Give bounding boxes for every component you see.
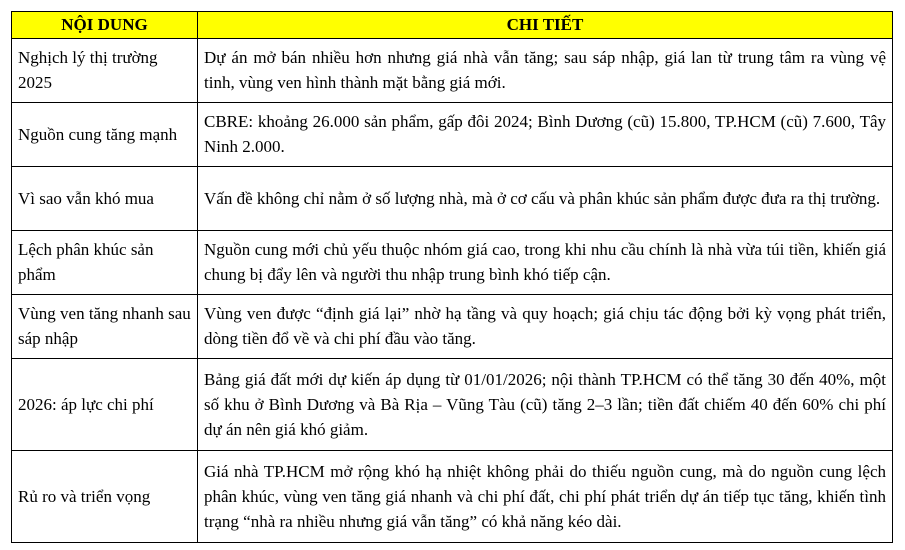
row-detail: Nguồn cung mới chủ yếu thuộc nhóm giá cao, trong khi nhu cầu chính là nhà vừa túi tiền, khiến giá chung bị đẩy lên và người thu nhập trung bình khó tiếp cận. [198, 231, 893, 295]
table-row [12, 39, 893, 103]
table-row [12, 451, 893, 543]
table-header-row [12, 12, 893, 39]
row-detail: Giá nhà TP.HCM mở rộng khó hạ nhiệt không phải do thiếu nguồn cung, mà do nguồn cung lệch phân khúc, vùng ven tăng giá nhanh và chi phí đất, chi phí phát triển dự án tiếp tục tăng, khiến tình trạng “nhà ra nhiều nhưng giá vẫn tăng” có khả năng kéo dài. [198, 451, 893, 543]
row-topic: Rủ ro và triển vọng [12, 451, 198, 543]
header-topic: NỘI DUNG [12, 12, 198, 39]
row-detail: CBRE: khoảng 26.000 sản phẩm, gấp đôi 2024; Bình Dương (cũ) 15.800, TP.HCM (cũ) 7.600, Tây Ninh 2.000. [198, 103, 893, 167]
row-topic: Vùng ven tăng nhanh sau sáp nhập [12, 295, 198, 359]
table-row [12, 103, 893, 167]
row-detail: Bảng giá đất mới dự kiến áp dụng từ 01/01/2026; nội thành TP.HCM có thể tăng 30 đến 40%, một số khu ở Bình Dương và Bà Rịa – Vũng Tàu (cũ) tăng 2–3 lần; tiền đất chiếm 40 đến 60% chi phí dự án nên giá khó giảm. [198, 359, 893, 451]
row-topic: 2026: áp lực chi phí [12, 359, 198, 451]
table-row [12, 167, 893, 231]
row-topic: Nghịch lý thị trường 2025 [12, 39, 198, 103]
row-detail: Dự án mở bán nhiều hơn nhưng giá nhà vẫn tăng; sau sáp nhập, giá lan từ trung tâm ra vùng vệ tinh, vùng ven hình thành mặt bằng giá mới. [198, 39, 893, 103]
table-row [12, 359, 893, 451]
table-row [12, 231, 893, 295]
row-topic: Lệch phân khúc sản phẩm [12, 231, 198, 295]
row-detail: Vùng ven được “định giá lại” nhờ hạ tầng và quy hoạch; giá chịu tác động bởi kỳ vọng phát triển, dòng tiền đổ về và chi phí đầu vào tăng. [198, 295, 893, 359]
table-row [12, 295, 893, 359]
row-detail: Vấn đề không chỉ nằm ở số lượng nhà, mà ở cơ cấu và phân khúc sản phẩm được đưa ra thị trường. [198, 167, 893, 231]
row-topic: Vì sao vẫn khó mua [12, 167, 198, 231]
header-detail: CHI TIẾT [198, 12, 893, 39]
summary-table [11, 11, 893, 543]
row-topic: Nguồn cung tăng mạnh [12, 103, 198, 167]
